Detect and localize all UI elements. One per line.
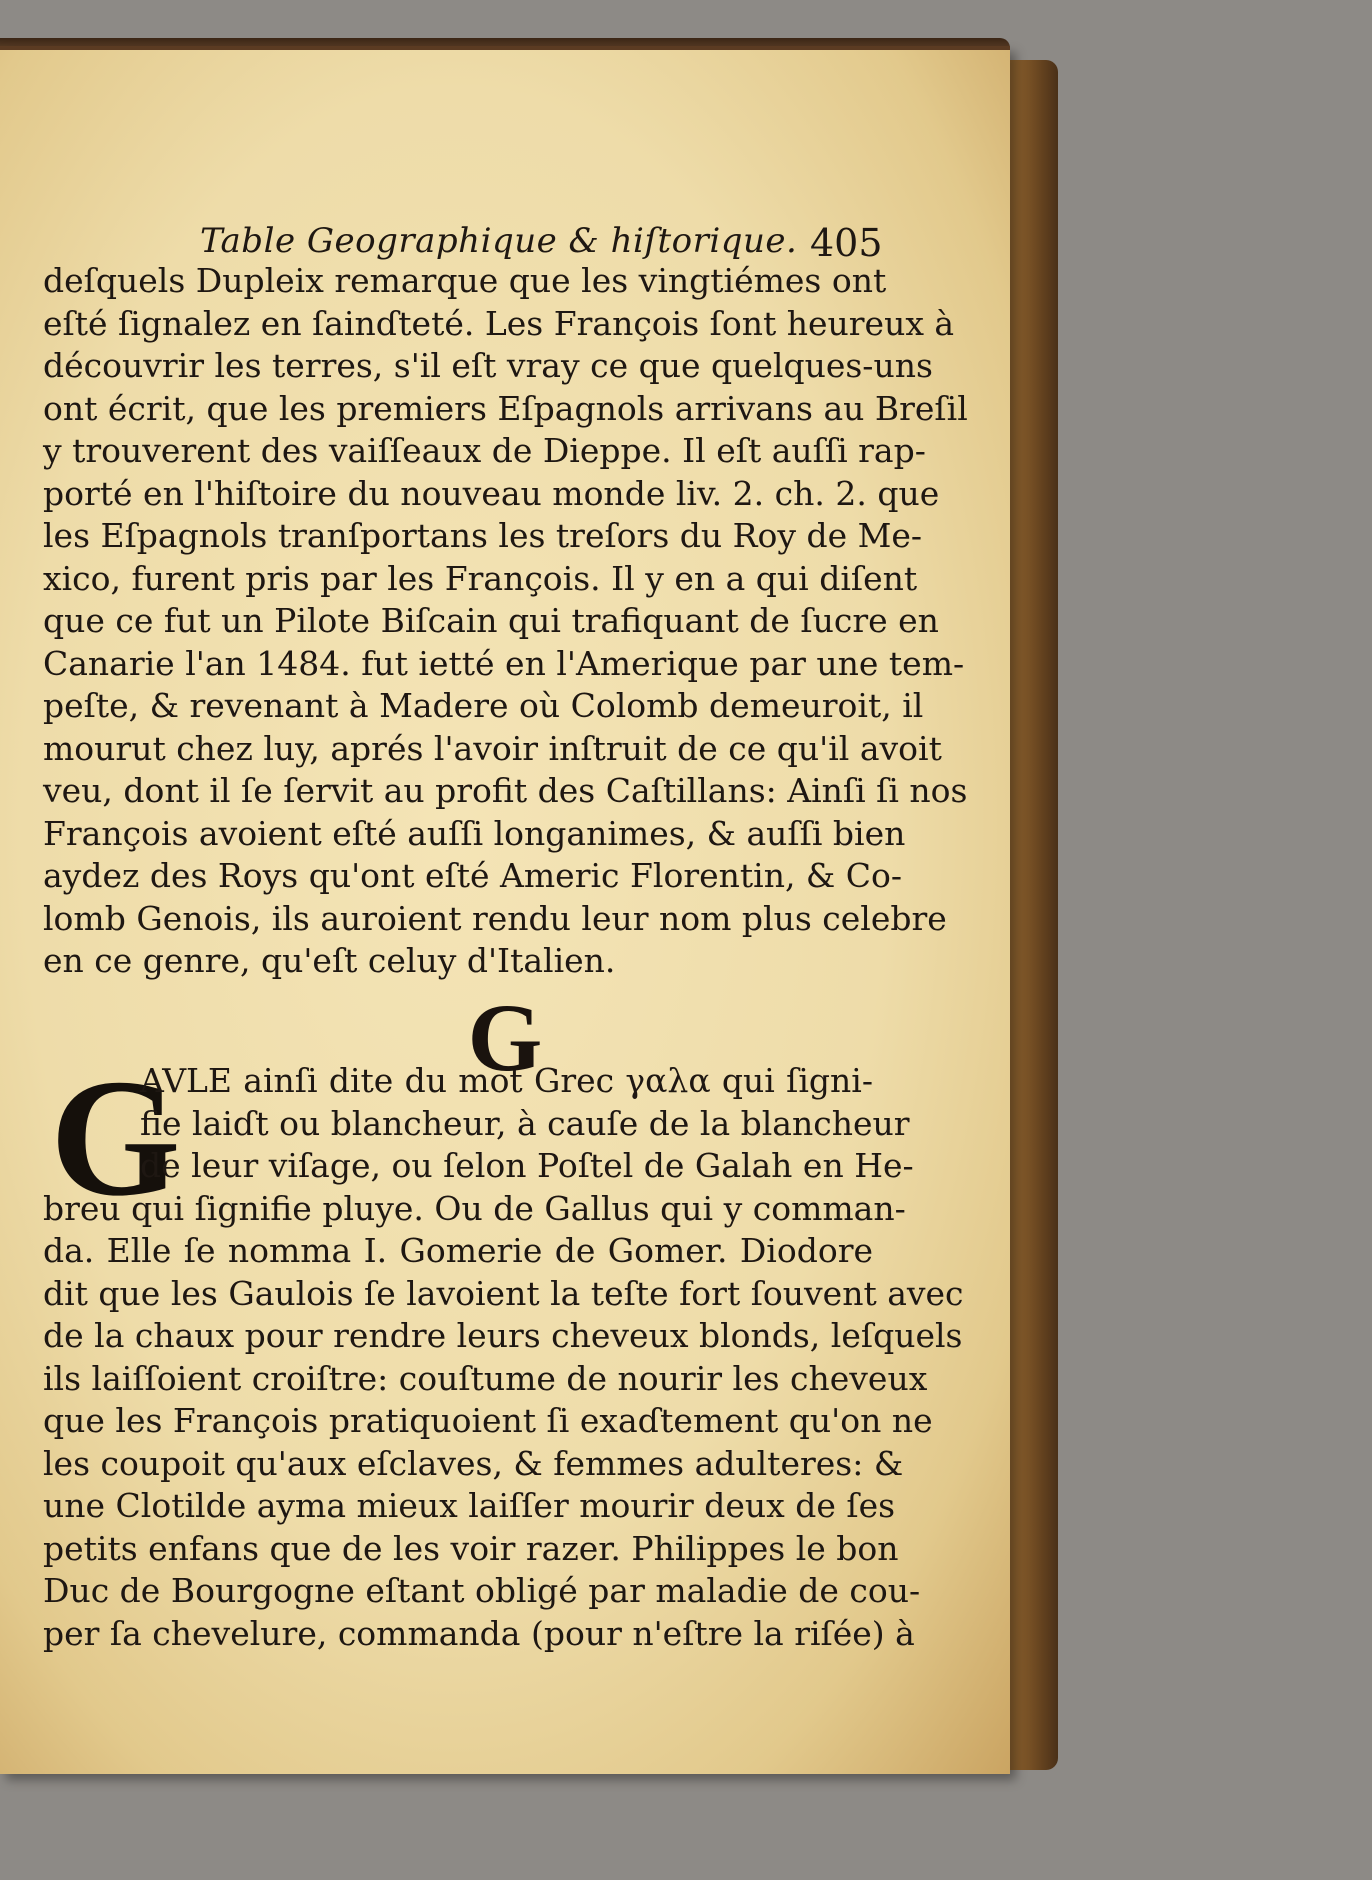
text-line: ont écrit, que les premiers Eſpagnols arrivans au Breſil [43, 388, 968, 428]
text-line: fie laiɗt ou blancheur, à cauſe de la blancheur [140, 1103, 910, 1143]
text-line: que ce fut un Pilote Biſcain qui trafiquant de ſucre en [43, 601, 939, 640]
text-line: lomb Genois, ils auroient rendu leur nom plus celebre [43, 898, 947, 938]
text-line: da. Elle ſe nomma I. Gomerie de Gomer. Diodore [43, 1231, 873, 1270]
text-line: découvrir les terres, s'il eſt vray ce que quelques-uns [43, 346, 933, 385]
paragraph-1 [43, 260, 968, 983]
text-line: que les François pratiquoient ſi exaɗtement qu'on ne [43, 1401, 933, 1440]
text-line: xico, furent pris par les François. Il y en a qui diſent [43, 558, 918, 598]
text-line: de la chaux pour rendre leurs cheveux blonds, leſquels [43, 1316, 963, 1355]
drop-cap: G [50, 1045, 181, 1231]
text-line: veu, dont il ſe ſervit au profit des Caſtillans: Ainſi ſi nos [43, 771, 968, 810]
book-page [0, 46, 1010, 1774]
text-line: François avoient eſté auſſi longanimes, & auſſi bien [43, 813, 906, 853]
text-line: Canarie l'an 1484. fut ietté en l'Amerique par une tem- [43, 643, 965, 683]
text-line: Duc de Bourgogne eſtant obligé par maladie de cou- [43, 1571, 921, 1610]
text-line: AVLE ainſi dite du mot Grec γαλα qui ſigni- [140, 1061, 873, 1100]
text-line: breu qui ſignifie pluye. Ou de Gallus qui y comman- [43, 1188, 906, 1228]
text-line: petits enfans que de les voir razer. Philippes le bon [43, 1528, 899, 1568]
text-line: deſquels Dupleix remarque que les vingtiémes ont [43, 261, 887, 300]
running-title: Table Geographique & hiſtorique. [200, 221, 798, 261]
text-line: eſté ſignalez en ſainɗteté. Les François ſont heureux à [43, 303, 955, 343]
text-line: per ſa chevelure, commanda (pour n'eſtre la riſée) à [43, 1613, 915, 1653]
text-line: les Eſpagnols tranſportans les treſors du Roy de Me- [43, 516, 923, 555]
text-line: ils laiſſoient croiſtre: couſtume de nourir les cheveux [43, 1358, 928, 1398]
text-line: aydez des Roys qu'ont eſté Americ Florentin, & Co- [43, 856, 903, 895]
section-letter: G [467, 984, 543, 1091]
text-line: peſte, & revenant à Madere où Colomb demeuroit, il [43, 686, 924, 725]
text-line: de leur viſage, ou ſelon Poſtel de Galah en He- [140, 1146, 914, 1185]
text-line: porté en l'hiſtoire du nouveau monde liv. 2. ch. 2. que [43, 473, 940, 513]
text-line: dit que les Gaulois ſe lavoient la teſte fort ſouvent avec [43, 1273, 964, 1313]
paragraph-2 [43, 1060, 964, 1655]
text-line: une Clotilde ayma mieux laiſſer mourir deux de ſes [43, 1486, 896, 1525]
text-line: y trouverent des vaiſſeaux de Dieppe. Il eſt auſſi rap- [43, 431, 926, 470]
page-number: 405 [810, 221, 883, 265]
text-line: mourut chez luy, aprés l'avoir inſtruit de ce qu'il avoit [43, 728, 942, 768]
text-line: les coupoit qu'aux eſclaves, & femmes adulteres: & [43, 1443, 904, 1483]
text-line: en ce genre, qu'eſt celuy d'Italien. [43, 941, 616, 980]
